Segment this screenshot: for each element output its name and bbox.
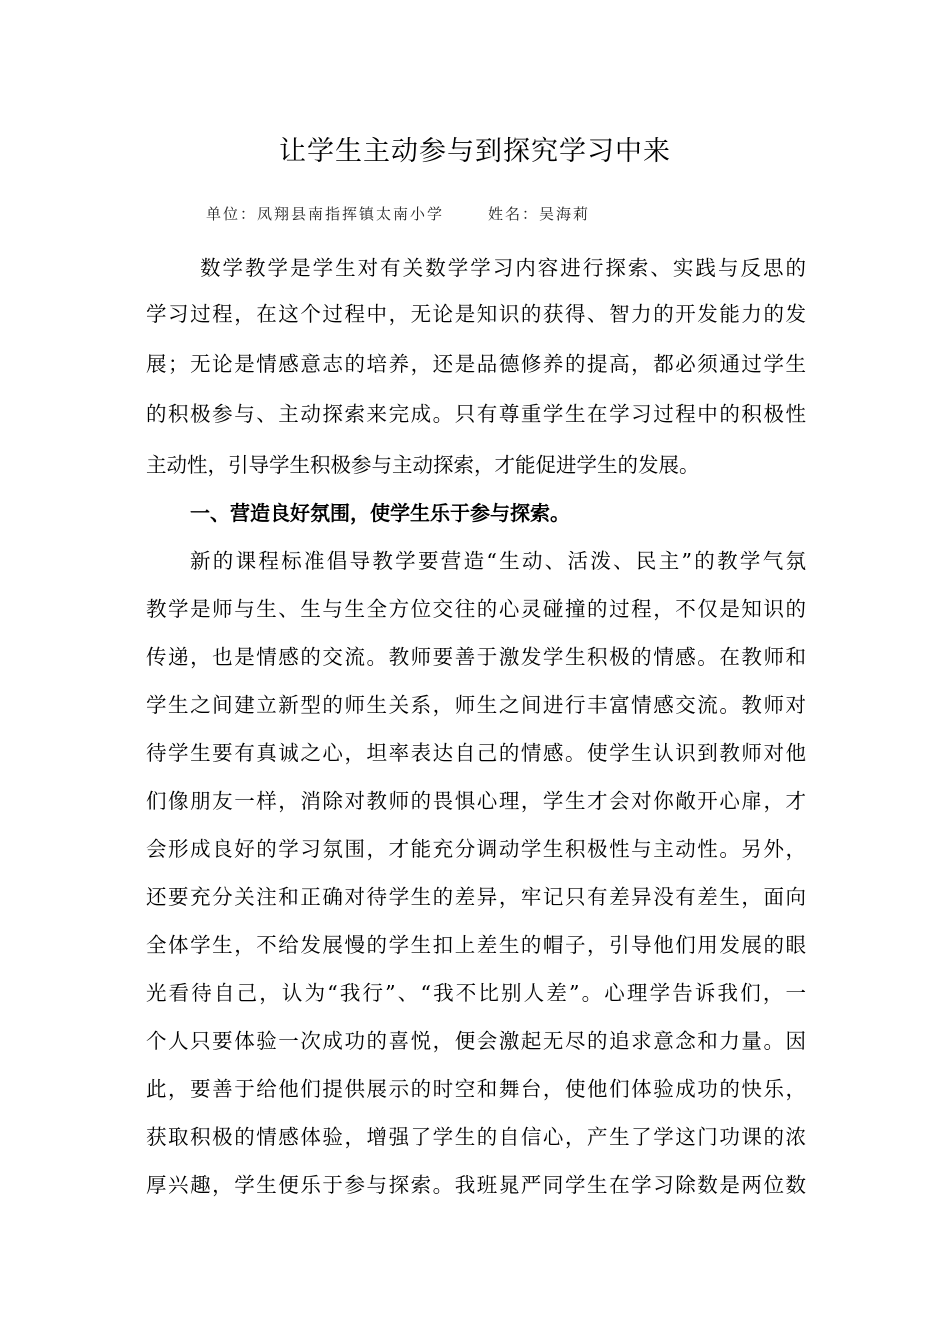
paragraph-line: 光看待自己，认为“我行”、“我不比别人差”。心理学告诉我们，一 bbox=[146, 981, 806, 1005]
paragraph-line: 的积极参与、主动探索来完成。只有尊重学生在学习过程中的积极性 bbox=[146, 402, 806, 426]
author-unit: 单位：凤翔县南指挥镇太南小学 bbox=[206, 205, 445, 223]
author-byline bbox=[206, 202, 590, 226]
paragraph-line: 教学是师与生、生与生全方位交往的心灵碰撞的过程，不仅是知识的 bbox=[146, 597, 806, 621]
paragraph-line: 新的课程标准倡导教学要营造“生动、活泼、民主”的教学气氛 bbox=[190, 549, 806, 573]
paragraph-line: 待学生要有真诚之心，坦率表达自己的情感。使学生认识到教师对他 bbox=[146, 741, 806, 765]
paragraph-line: 全体学生，不给发展慢的学生扣上差生的帽子，引导他们用发展的眼 bbox=[146, 933, 806, 957]
section-heading: 一、营造良好氛围，使学生乐于参与探索。 bbox=[190, 501, 570, 525]
document-title: 让学生主动参与到探究学习中来 bbox=[279, 136, 671, 167]
paragraph-line: 会形成良好的学习氛围，才能充分调动学生积极性与主动性。另外， bbox=[146, 837, 806, 861]
paragraph-line: 数学教学是学生对有关数学学习内容进行探索、实践与反思的 bbox=[200, 256, 806, 280]
paragraph-line: 厚兴趣，学生便乐于参与探索。我班晁严同学生在学习除数是两位数 bbox=[146, 1173, 806, 1197]
paragraph-line: 个人只要体验一次成功的喜悦，便会激起无尽的追求意念和力量。因 bbox=[146, 1029, 806, 1053]
paragraph-line: 学生之间建立新型的师生关系，师生之间进行丰富情感交流。教师对 bbox=[146, 693, 806, 717]
paragraph-line: 主动性，引导学生积极参与主动探索，才能促进学生的发展。 bbox=[146, 453, 700, 477]
paragraph-line: 获取积极的情感体验，增强了学生的自信心，产生了学这门功课的浓 bbox=[146, 1125, 806, 1149]
paragraph-line: 学习过程，在这个过程中，无论是知识的获得、智力的开发能力的发 bbox=[146, 302, 806, 326]
paragraph-line: 还要充分关注和正确对待学生的差异，牢记只有差异没有差生，面向 bbox=[146, 885, 806, 909]
paragraph-line: 此，要善于给他们提供展示的时空和舞台，使他们体验成功的快乐， bbox=[146, 1077, 806, 1101]
paragraph-line: 们像朋友一样，消除对教师的畏惧心理，学生才会对你敞开心扉，才 bbox=[146, 789, 806, 813]
author-name: 姓名：吴海莉 bbox=[488, 205, 591, 223]
paragraph-line: 传递，也是情感的交流。教师要善于激发学生积极的情感。在教师和 bbox=[146, 645, 806, 669]
paragraph-line: 展；无论是情感意志的培养，还是品德修养的提高，都必须通过学生 bbox=[146, 352, 806, 376]
